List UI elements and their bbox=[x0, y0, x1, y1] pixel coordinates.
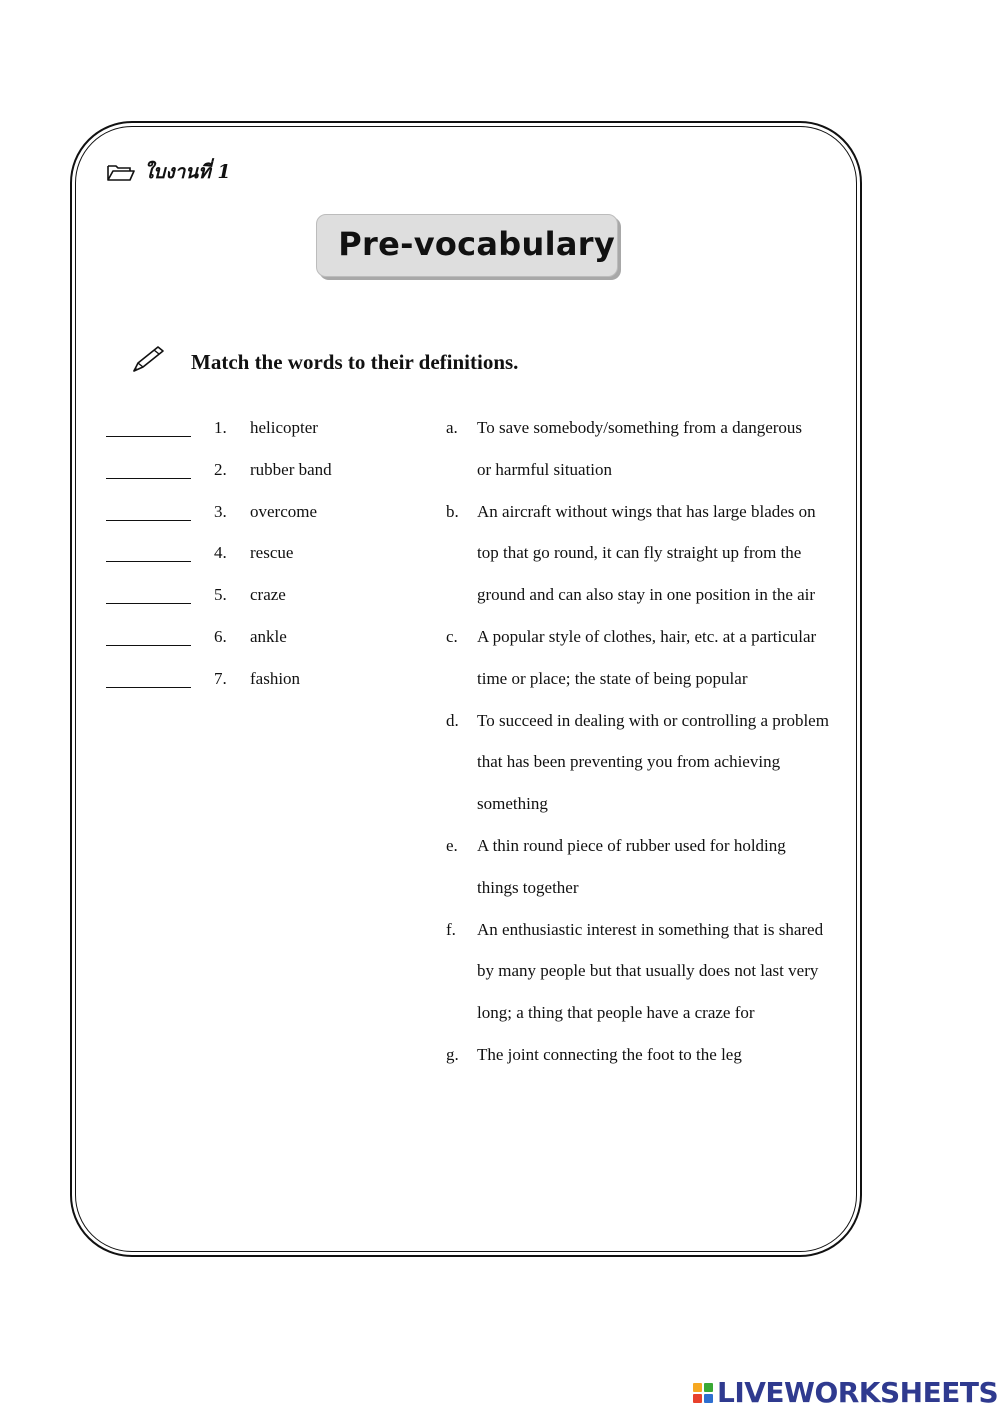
logo-icon bbox=[693, 1383, 713, 1403]
definition-letter: e. bbox=[446, 836, 458, 855]
word-number: 6. bbox=[214, 627, 227, 646]
definition-text: something bbox=[477, 794, 548, 814]
definition-text: or harmful situation bbox=[477, 459, 613, 479]
vocabulary-word: overcome bbox=[250, 501, 318, 521]
definition-text: long; a thing that people have a craze for bbox=[477, 1003, 755, 1023]
word-number: 5. bbox=[214, 585, 227, 605]
answer-blank[interactable] bbox=[106, 561, 191, 562]
word-number: 2. bbox=[214, 459, 227, 479]
worksheet-frame-inner bbox=[75, 126, 857, 1252]
definition-letter: g. bbox=[446, 1045, 459, 1064]
vocabulary-word: ankle bbox=[250, 627, 287, 646]
definition-text: ground and can also stay in one position in the air bbox=[477, 585, 816, 605]
vocabulary-word: helicopter bbox=[250, 418, 318, 437]
definition-text: by many people but that usually does not last very bbox=[477, 961, 819, 981]
word-number: 1. bbox=[214, 418, 227, 437]
definition-text: things together bbox=[477, 877, 579, 897]
definition-letter: c. bbox=[446, 627, 458, 646]
definition-text: An enthusiastic interest in something that is shared bbox=[477, 919, 824, 939]
folder-icon bbox=[106, 162, 136, 182]
definition-text: time or place; the state of being popular bbox=[477, 668, 748, 688]
page-title: Pre-vocabulary bbox=[338, 225, 615, 263]
answer-blank[interactable] bbox=[106, 603, 191, 604]
definition-letter: d. bbox=[446, 710, 459, 730]
definition-text: that has been preventing you from achieving bbox=[477, 752, 781, 772]
vocabulary-word: fashion bbox=[250, 668, 301, 688]
answer-blank[interactable] bbox=[106, 687, 191, 688]
definition-text: To succeed in dealing with or controlling a problem bbox=[477, 710, 829, 730]
definition-letter: b. bbox=[446, 501, 459, 521]
definition-text: The joint connecting the foot to the leg bbox=[477, 1045, 742, 1064]
answer-blank[interactable] bbox=[106, 520, 191, 521]
word-number: 4. bbox=[214, 543, 227, 563]
definition-text: top that go round, it can fly straight up from the bbox=[477, 543, 802, 563]
definition-letter: f. bbox=[446, 919, 456, 939]
answer-blank[interactable] bbox=[106, 436, 191, 437]
sheet-label-text: ใบงานที่ 1 bbox=[144, 161, 231, 183]
vocabulary-word: rubber band bbox=[250, 459, 332, 479]
word-number: 3. bbox=[214, 501, 227, 521]
answer-blank[interactable] bbox=[106, 478, 191, 479]
sheet-label bbox=[106, 157, 231, 187]
title-box bbox=[316, 214, 618, 277]
vocabulary-word: craze bbox=[250, 585, 286, 605]
definition-text: To save somebody/something from a dangerous bbox=[477, 418, 803, 437]
answer-blank[interactable] bbox=[106, 645, 191, 646]
word-number: 7. bbox=[214, 668, 227, 688]
logo-text: LIVEWORKSHEETS bbox=[717, 1376, 999, 1409]
instruction-text: Match the words to their definitions. bbox=[191, 350, 519, 374]
liveworksheets-logo bbox=[693, 1376, 998, 1409]
pen-icon bbox=[130, 343, 166, 375]
definition-text: A popular style of clothes, hair, etc. at a particular bbox=[477, 627, 817, 646]
definition-text: An aircraft without wings that has large blades on bbox=[477, 501, 816, 521]
vocabulary-word: rescue bbox=[250, 543, 294, 563]
definition-text: A thin round piece of rubber used for holding bbox=[477, 836, 786, 855]
definition-letter: a. bbox=[446, 418, 458, 437]
